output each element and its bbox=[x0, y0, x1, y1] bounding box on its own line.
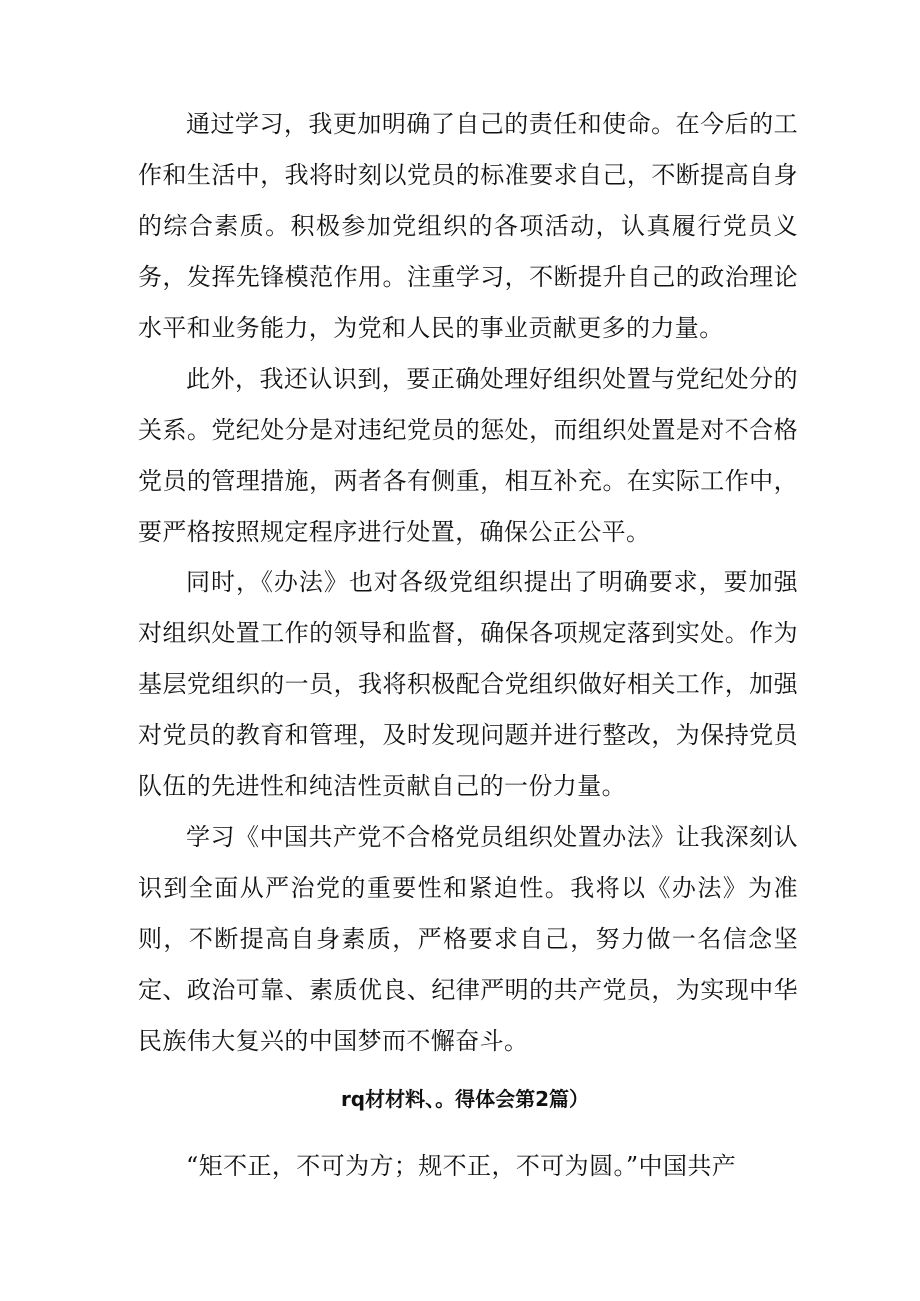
paragraph-1: 通过学习，我更加明确了自己的责任和使命。在今后的工作和生活中，我将时刻以党员的标准要求自己，不断提高自身的综合素质。积极参加党组织的各项活动，认真履行党员义务，发挥先锋模范作用。注重学习，不断提升自己的政治理论水平和业务能力，为党和人民的事业贡献更多的力量。 bbox=[138, 110, 798, 342]
paragraph-4: 学习《中国共产党不合格党员组织处置办法》让我深刻认识到全面从严治党的重要性和紧迫性。我将以《办法》为准则，不断提高自身素质，严格要求自己，努力做一名信念坚定、政治可靠、素质优良、纪律严明的共产党员，为实现中华民族伟大复兴的中国梦而不懈奋斗。 bbox=[138, 823, 798, 1055]
section-heading: rq材材料、。得体会第2篇） bbox=[340, 1087, 590, 1111]
paragraph-3: 同时，《办法》也对各级党组织提出了明确要求，要加强对组织处置工作的领导和监督，确保各项规定落到实处。作为基层党组织的一员，我将积极配合党组织做好相关工作，加强对党员的教育和管理，及时发现问题并进行整改，为保持党员队伍的先进性和纯洁性贡献自己的一份力量。 bbox=[138, 568, 798, 800]
paragraph-5: “矩不正，不可为方；规不正，不可为圆。”中国共产 bbox=[186, 1152, 737, 1180]
paragraph-2: 此外，我还认识到，要正确处理好组织处置与党纪处分的关系。党纪处分是对违纪党员的惩处，而组织处置是对不合格党员的管理措施，两者各有侧重，相互补充。在实际工作中，要严格按照规定程序进行处置，确保公正公平。 bbox=[138, 365, 798, 546]
